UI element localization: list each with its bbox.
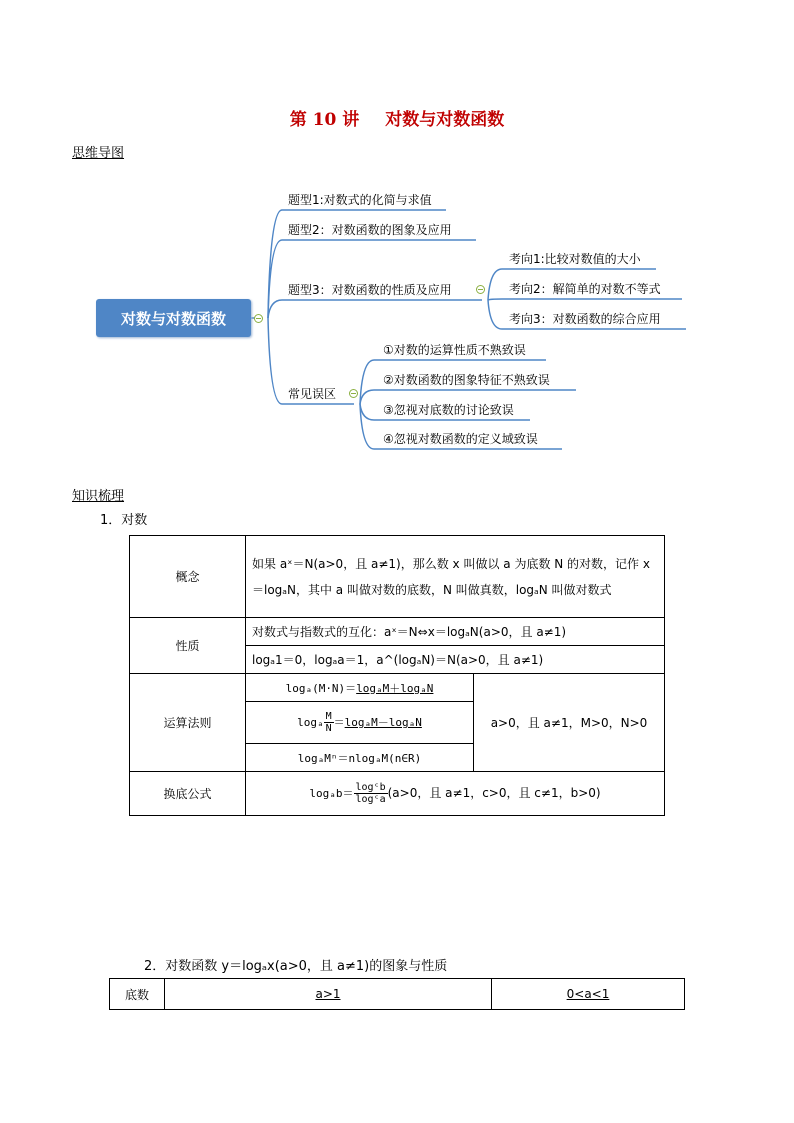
mistake-2: ②对数函数的图象特征不熟致误 xyxy=(383,373,550,387)
branch-mistakes: 常见误区 xyxy=(288,387,337,401)
branch-type3: 题型3：对数函数的性质及应用 xyxy=(288,283,452,297)
change-base-lhs: logₐb＝ xyxy=(309,787,354,800)
sub-topic-1: 考向1:比较对数值的大小 xyxy=(509,252,641,266)
change-base-denominator: logᶜa xyxy=(355,794,386,805)
rules-condition: a>0，且 a≠1，M>0，N>0 xyxy=(474,674,665,772)
mistake-3: ③忽视对底数的讨论致误 xyxy=(383,403,514,417)
logarithm-table xyxy=(129,535,665,816)
lecture-topic: 对数与对数函数 xyxy=(385,110,505,130)
concept-label: 概念 xyxy=(130,536,246,618)
collapse-icon[interactable] xyxy=(349,389,358,398)
mistake-1: ①对数的运算性质不熟致误 xyxy=(383,343,526,357)
product-rule-rhs: logₐM＋logₐN xyxy=(356,681,434,695)
branch-type1: 题型1:对数式的化简与求值 xyxy=(288,193,432,207)
mistake-4: ④忽视对数函数的定义域致误 xyxy=(383,432,538,446)
product-rule-lhs: logₐ(M·N)＝ xyxy=(285,681,357,695)
change-base-label: 换底公式 xyxy=(130,772,246,816)
log-function-table xyxy=(109,978,685,1010)
property-label: 性质 xyxy=(130,618,246,674)
quotient-denominator: N xyxy=(325,723,332,734)
power-rule: logₐMⁿ＝nlogₐM(n∈R) xyxy=(246,744,474,772)
change-base-condition: (a>0，且 a≠1，c>0，且 c≠1，b>0) xyxy=(387,786,601,800)
collapse-icon[interactable] xyxy=(476,285,485,294)
branch-type2: 题型2：对数函数的图象及应用 xyxy=(288,223,452,237)
quotient-rule-rhs: logₐM－logₐN xyxy=(344,716,422,729)
base-lt-one-header: 0<a<1 xyxy=(492,979,685,1010)
quotient-equals: ＝ xyxy=(333,716,345,729)
item-logarithm: 1．对数 xyxy=(100,513,148,528)
concept-text: 如果 aˣ＝N(a>0，且 a≠1)，那么数 x 叫做以 a 为底数 N 的对数，记作 x＝logₐN，其中 a 叫做对数的底数，N 叫做真数，logₐN 叫做对数式 xyxy=(246,536,665,618)
mindmap-root: 对数与对数函数 xyxy=(96,299,251,337)
base-gt-one-header: a>1 xyxy=(165,979,492,1010)
base-header: 底数 xyxy=(110,979,165,1010)
sub-topic-2: 考向2：解简单的对数不等式 xyxy=(509,282,661,296)
quotient-numerator: M xyxy=(325,711,332,722)
property-interconvert: 对数式与指数式的互化：aˣ＝N⇔x＝logₐN(a>0，且 a≠1) xyxy=(246,618,665,646)
product-rule xyxy=(246,674,474,702)
lecture-number: 第 10 讲 xyxy=(289,110,360,130)
mindmap-heading: 思维导图 xyxy=(72,146,125,161)
change-base-formula xyxy=(246,772,665,816)
quotient-rule-lhs: logₐ xyxy=(297,716,324,729)
rules-label: 运算法则 xyxy=(130,674,246,772)
knowledge-heading: 知识梳理 xyxy=(72,489,125,504)
item-log-function: 2．对数函数 y＝logₐx(a>0，且 a≠1)的图象与性质 xyxy=(144,959,448,974)
sub-topic-3: 考向3：对数函数的综合应用 xyxy=(509,312,661,326)
quotient-rule xyxy=(246,702,474,744)
property-identities: logₐ1＝0，logₐa＝1，a^(logₐN)＝N(a>0，且 a≠1) xyxy=(246,646,665,674)
change-base-numerator: logᶜb xyxy=(355,782,386,793)
collapse-icon[interactable] xyxy=(254,314,263,323)
